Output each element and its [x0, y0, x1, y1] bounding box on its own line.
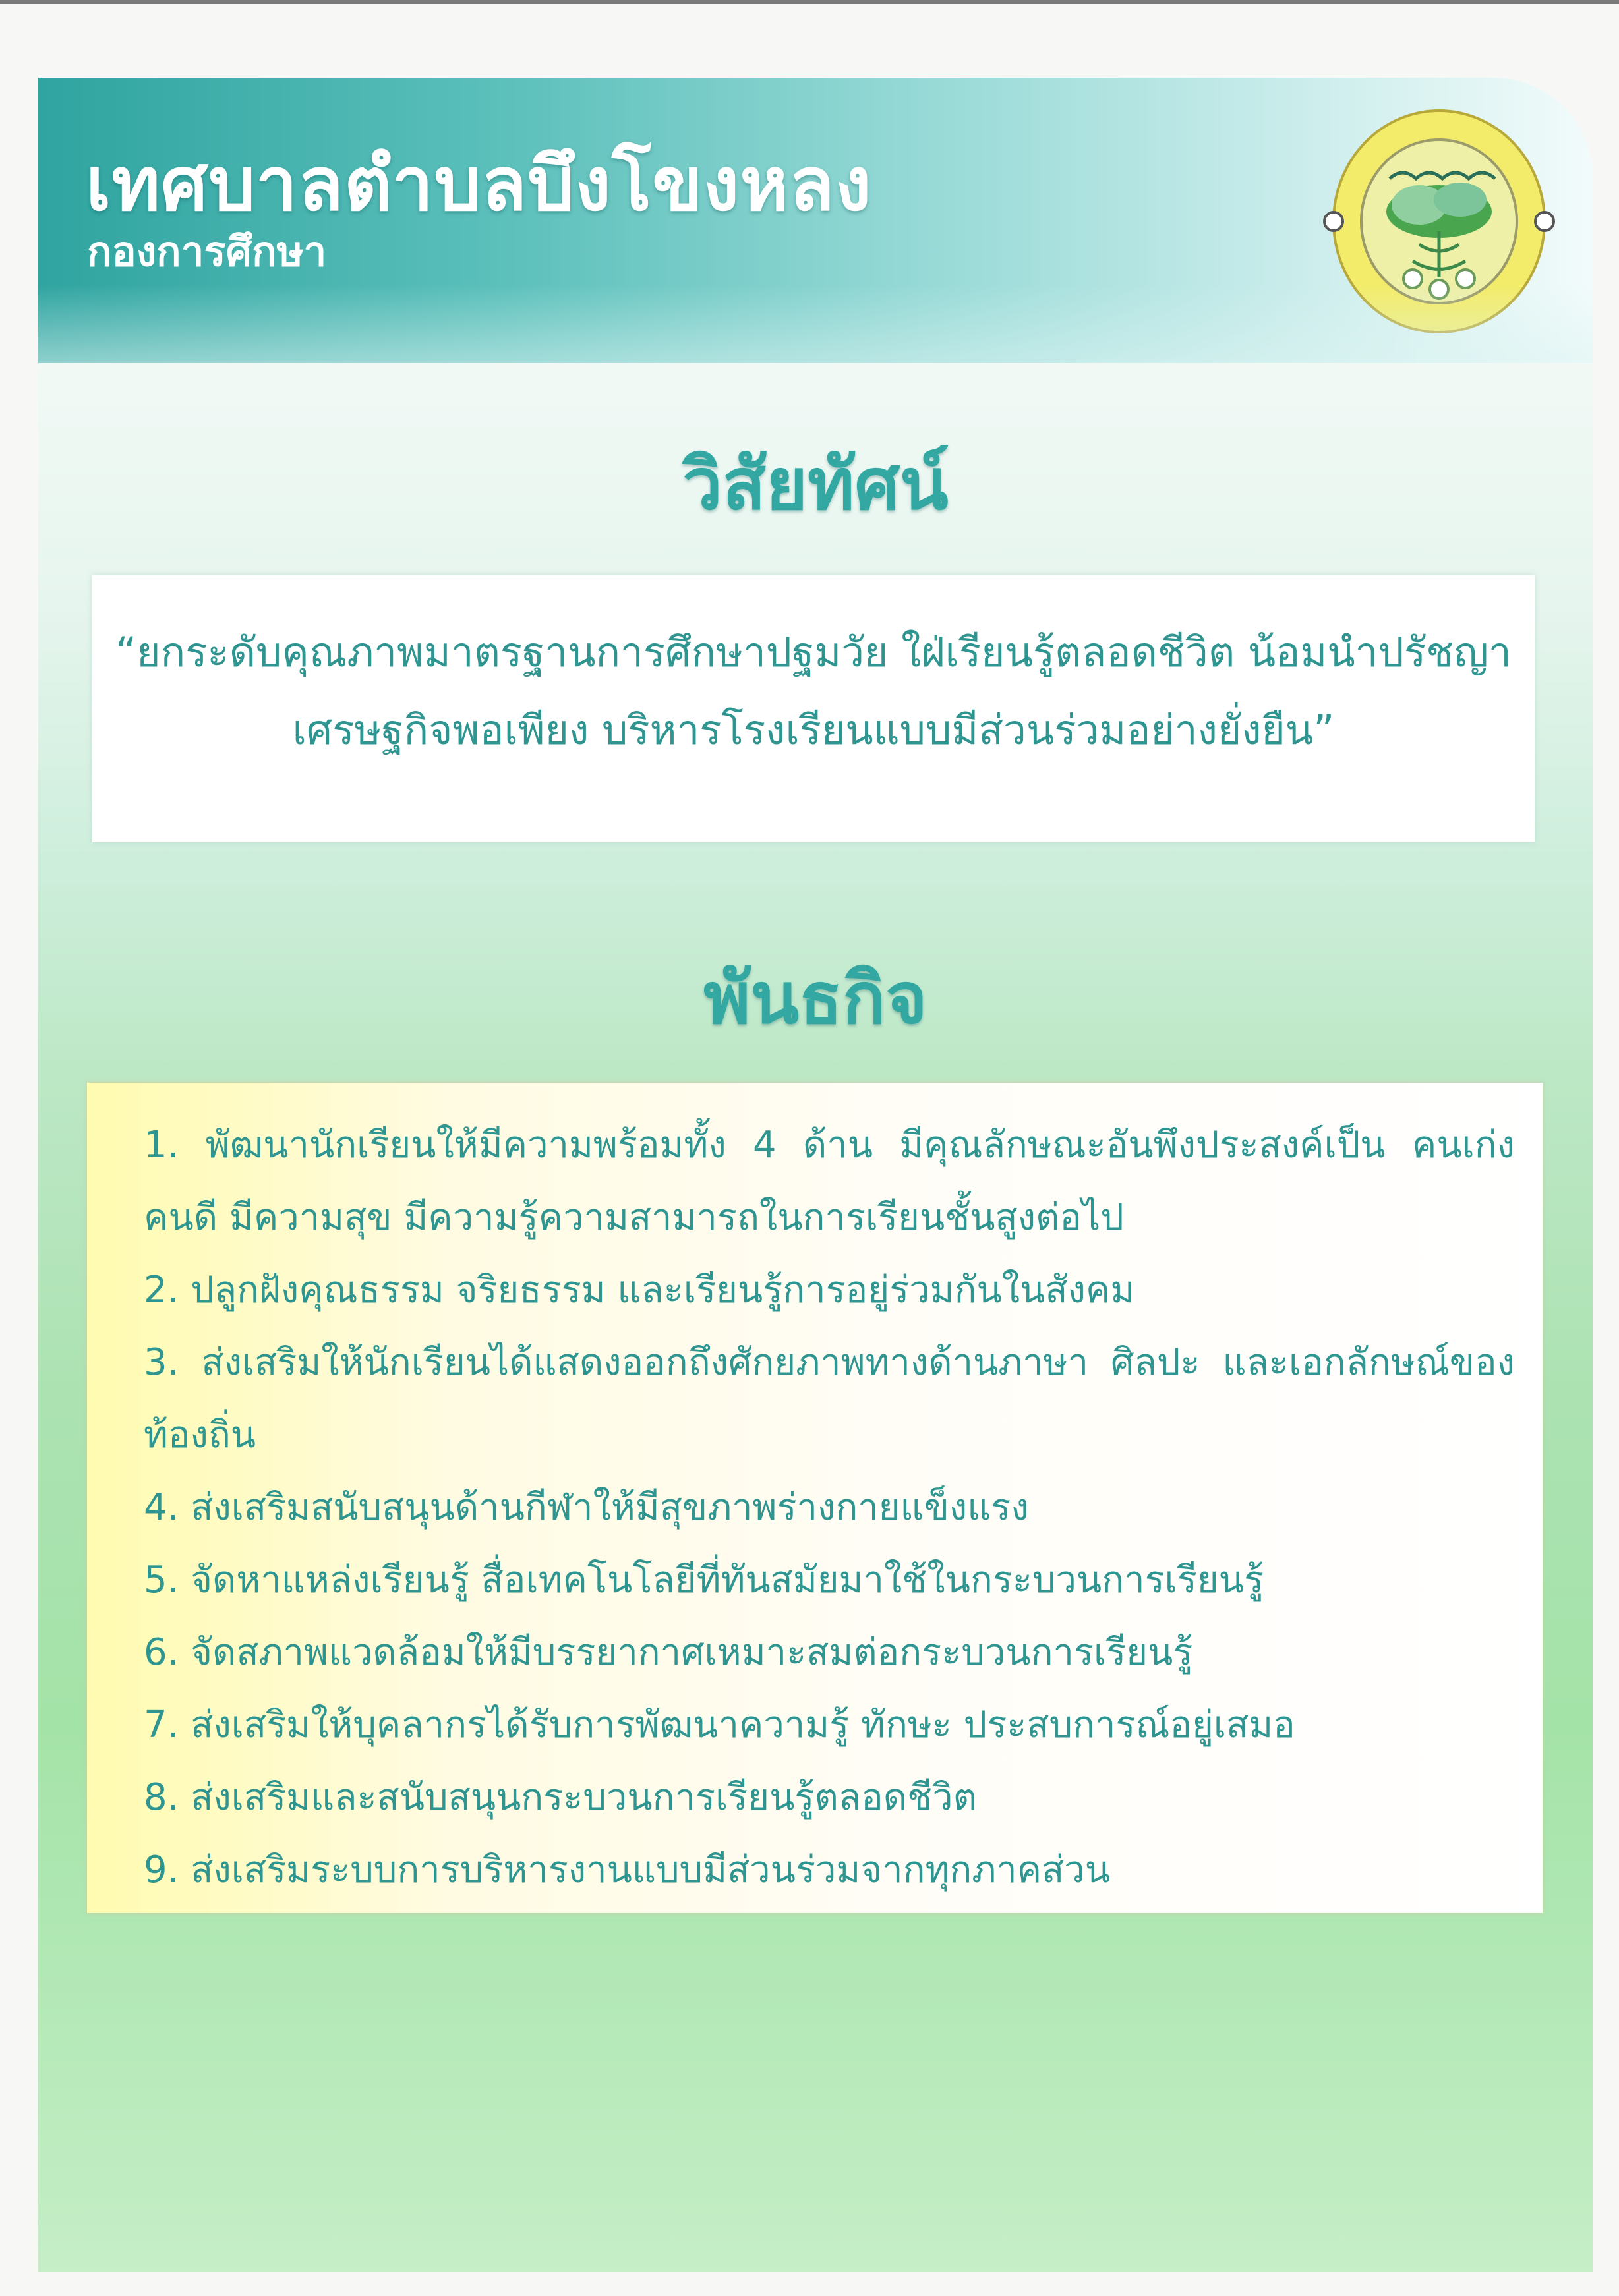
- vision-box: [92, 575, 1535, 842]
- organization-name: เทศบาลตำบลบึงโขงหลง: [86, 142, 872, 227]
- mission-heading: พันธกิจ: [703, 958, 927, 1040]
- mission-box: [87, 1083, 1543, 1913]
- vision-heading: วิสัยทัศน์: [682, 444, 949, 526]
- mission-item: 8. ส่งเสริมและสนับสนุนกระบวนการเรียนรู้ตลอดชีวิต: [144, 1776, 977, 1819]
- page-top-rule: [0, 0, 1619, 4]
- header-banner: [38, 78, 1593, 363]
- mission-item: 9. ส่งเสริมระบบการบริหารงานแบบมีส่วนร่วมจากทุกภาคส่วน: [144, 1849, 1111, 1891]
- mission-item: 7. ส่งเสริมให้บุคลากรได้รับการพัฒนาความรู้ ทักษะ ประสบการณ์อยู่เสมอ: [144, 1704, 1295, 1746]
- mission-list: [144, 1109, 1515, 1907]
- vision-statement: “ยกระดับคุณภาพมาตรฐานการศึกษาปฐมวัย ใฝ่เรียนรู้ตลอดชีวิต น้อมนำปรัชญาเศรษฐกิจพอเพียง บริหารโรงเรียนแบบมีส่วนร่วมอย่างยั่งยืน”: [115, 628, 1512, 754]
- mission-item: 3. ส่งเสริมให้นักเรียนได้แสดงออกถึงศักยภาพทางด้านภาษา ศิลปะ และเอกลักษณ์ของท้องถิ่น: [144, 1341, 1515, 1456]
- mission-item: 4. ส่งเสริมสนับสนุนด้านกีฬาให้มีสุขภาพร่างกายแข็งแรง: [144, 1486, 1029, 1529]
- mission-item: 6. จัดสภาพแวดล้อมให้มีบรรยากาศเหมาะสมต่อกระบวนการเรียนรู้: [144, 1631, 1193, 1674]
- municipality-seal-icon: [1314, 106, 1564, 337]
- poster-page: [38, 78, 1593, 2272]
- department-name: กองการศึกษา: [87, 227, 327, 275]
- mission-item: 2. ปลูกฝังคุณธรรม จริยธรรม และเรียนรู้การอยู่ร่วมกันในสังคม: [144, 1269, 1135, 1311]
- mission-item: 1. พัฒนานักเรียนให้มีความพร้อมทั้ง 4 ด้าน มีคุณลักษณะอันพึงประสงค์เป็น คนเก่ง คนดี มีความสุข มีความรู้ความสามารถในการเรียนชั้นสูงต่อไป: [144, 1124, 1515, 1239]
- mission-item: 5. จัดหาแหล่งเรียนรู้ สื่อเทคโนโลยีที่ทันสมัยมาใช้ในกระบวนการเรียนรู้: [144, 1559, 1264, 1601]
